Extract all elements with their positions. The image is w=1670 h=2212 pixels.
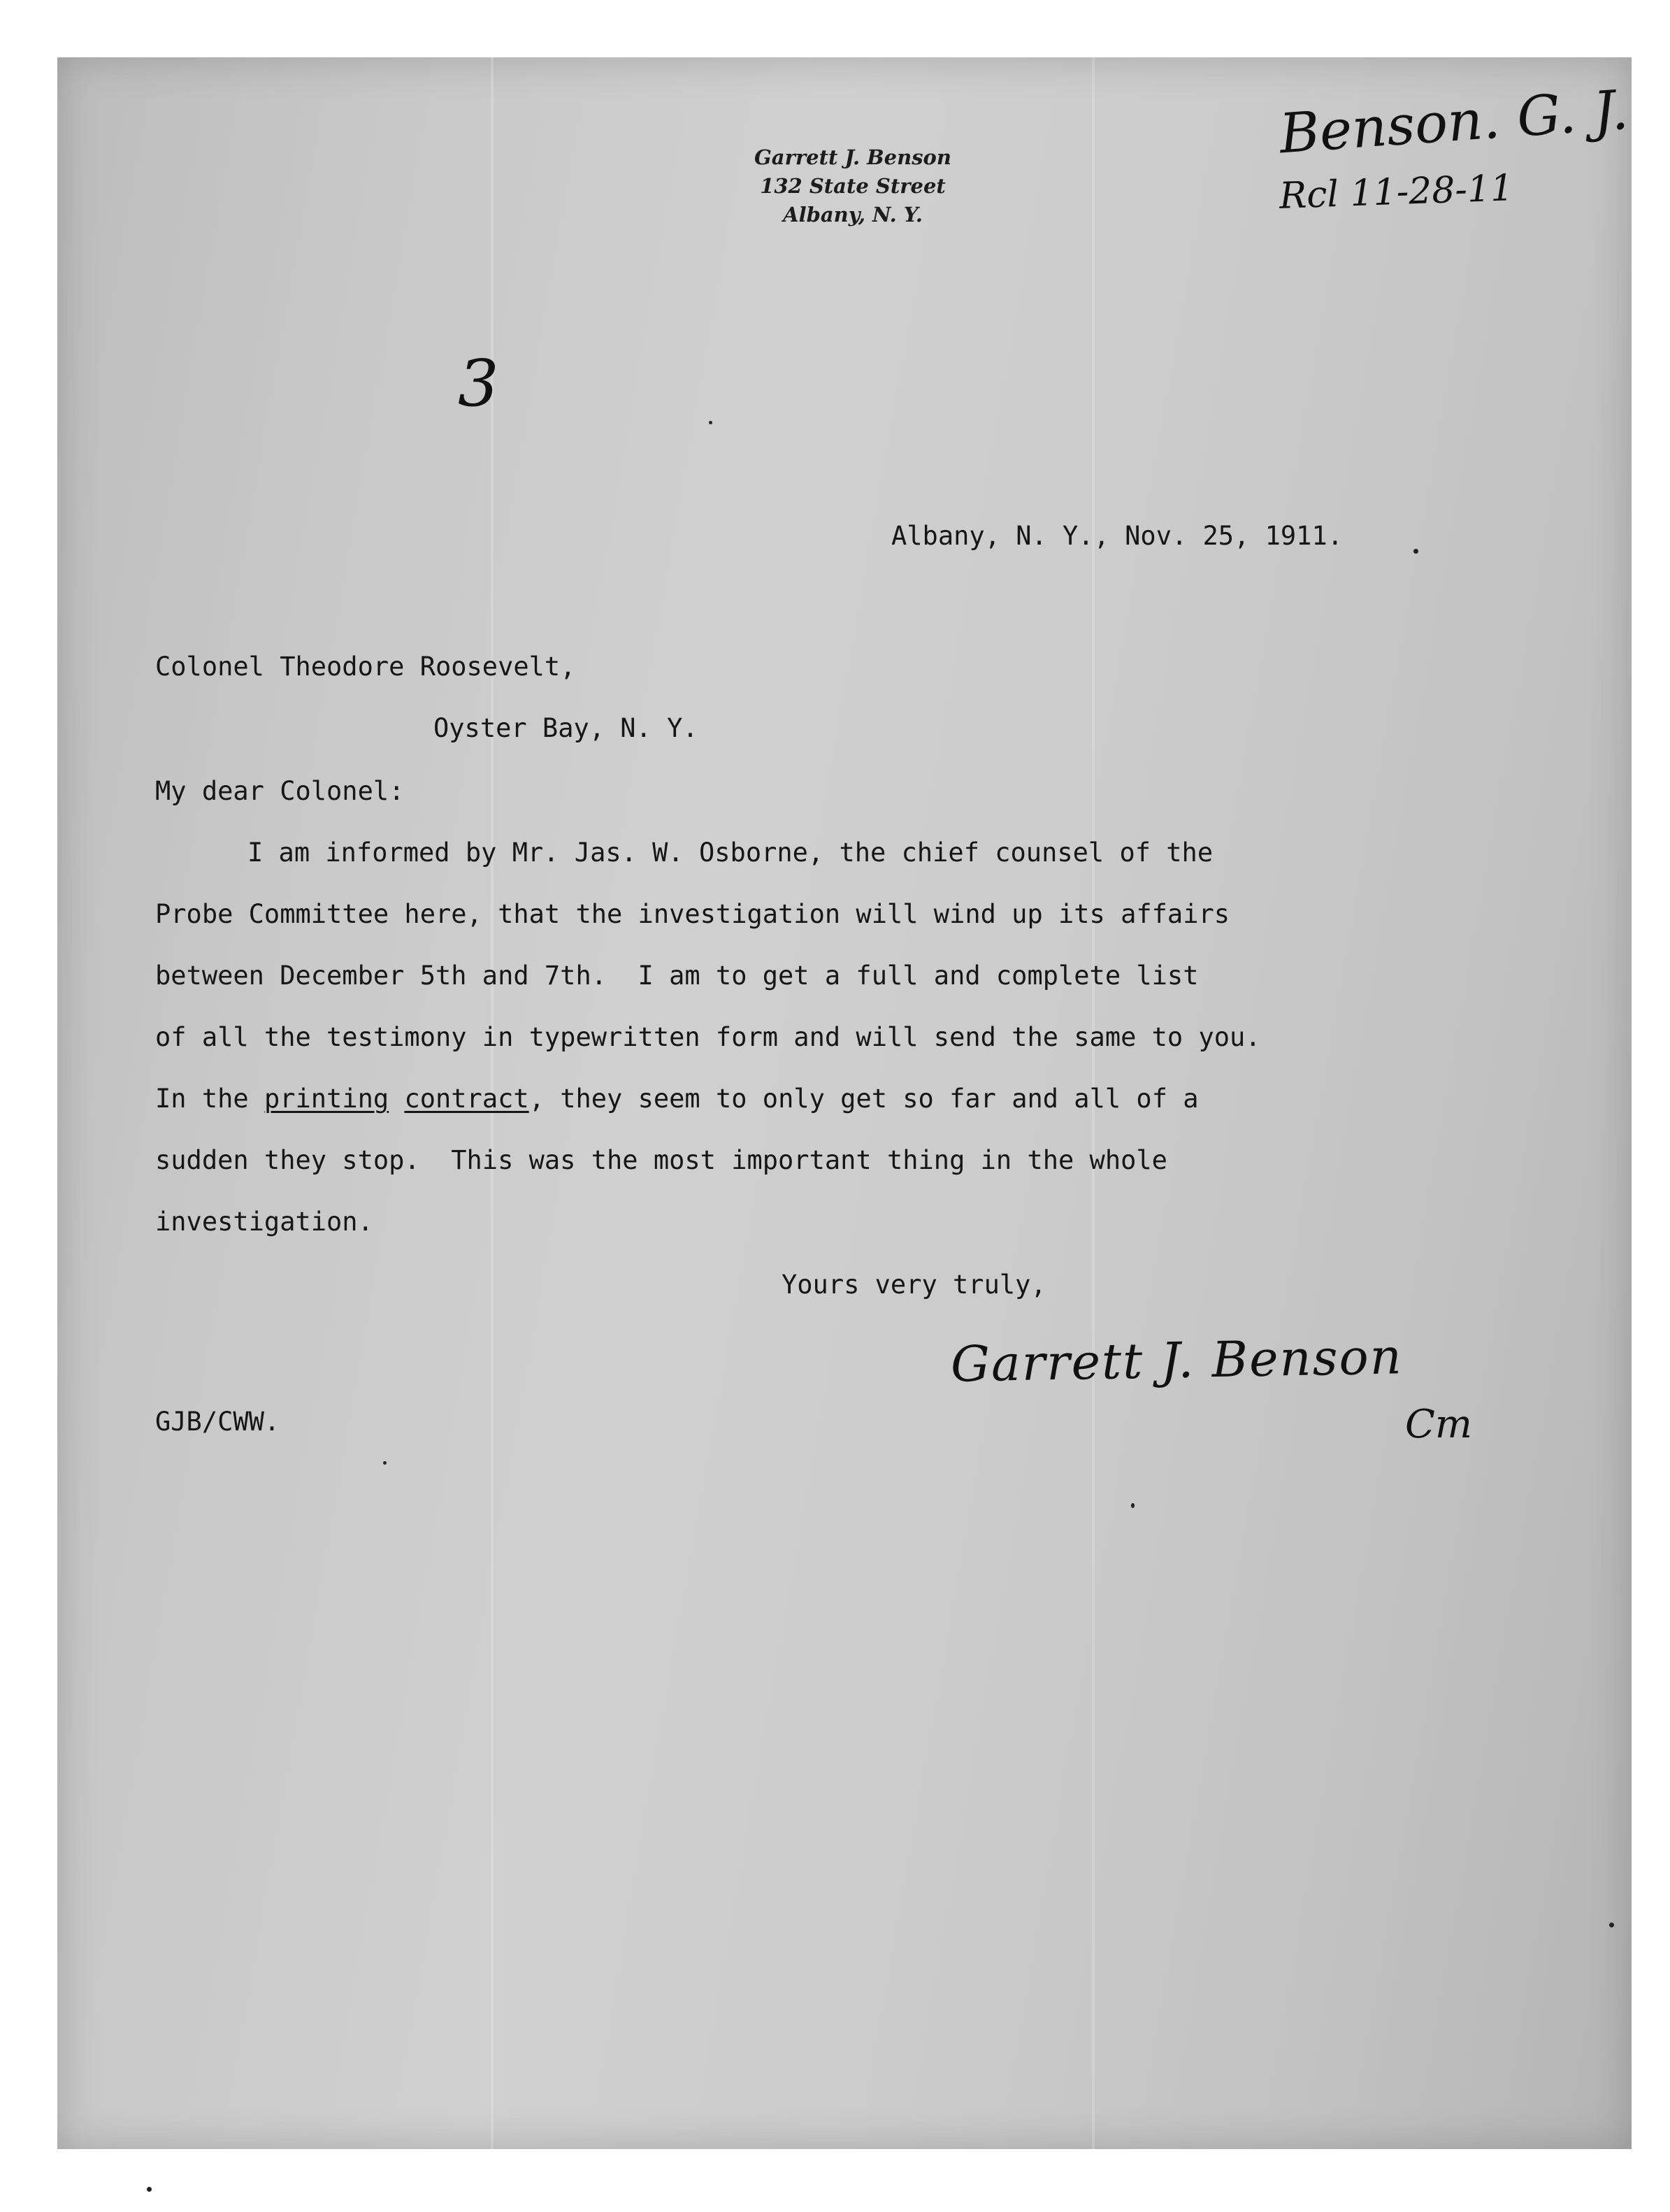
letterhead-city: Albany, N. Y. bbox=[783, 203, 923, 227]
speck bbox=[709, 421, 712, 424]
body-text bbox=[389, 1084, 404, 1114]
archive-date-annotation: Rcl 11-28-11 bbox=[1279, 167, 1515, 217]
salutation: My dear Colonel: bbox=[155, 776, 405, 806]
body-line: of all the testimony in typewritten form and will send the same to you. bbox=[155, 1022, 1261, 1052]
speck bbox=[383, 1461, 387, 1465]
body-line: Probe Committee here, that the investigation will wind up its affairs bbox=[155, 899, 1230, 929]
letterhead-name: Garrett J. Benson bbox=[754, 145, 951, 169]
underlined-word: contract bbox=[404, 1084, 529, 1114]
speck bbox=[147, 2187, 152, 2192]
body-line: investigation. bbox=[155, 1207, 373, 1237]
underlined-word: printing bbox=[264, 1084, 389, 1114]
dateline: Albany, N. Y., Nov. 25, 1911. bbox=[891, 521, 1344, 551]
speck bbox=[1609, 1923, 1614, 1927]
page-number-annotation: 3 bbox=[458, 346, 499, 421]
signature: Garrett J. Benson bbox=[950, 1328, 1404, 1393]
signature-initials: Cm bbox=[1405, 1402, 1472, 1447]
letterhead bbox=[720, 143, 986, 229]
body-text: , they seem to only get so far and all of a bbox=[528, 1084, 1199, 1114]
reference-initials: GJB/CWW. bbox=[155, 1407, 280, 1437]
letterhead-street: 132 State Street bbox=[760, 174, 946, 198]
speck bbox=[1131, 1503, 1135, 1508]
recipient-name: Colonel Theodore Roosevelt, bbox=[155, 652, 576, 682]
speck bbox=[1413, 549, 1418, 554]
recipient-address: Oyster Bay, N. Y. bbox=[433, 713, 698, 743]
archive-name-annotation: Benson. G. J. bbox=[1277, 78, 1631, 166]
body-line: sudden they stop. This was the most important thing in the whole bbox=[155, 1145, 1167, 1175]
body-line: between December 5th and 7th. I am to get a full and complete list bbox=[155, 961, 1199, 991]
body-text: In the bbox=[155, 1084, 264, 1114]
body-line: I am informed by Mr. Jas. W. Osborne, the chief counsel of the bbox=[247, 838, 1214, 868]
body-line bbox=[155, 1084, 1199, 1114]
closing: Yours very truly, bbox=[782, 1270, 1046, 1300]
